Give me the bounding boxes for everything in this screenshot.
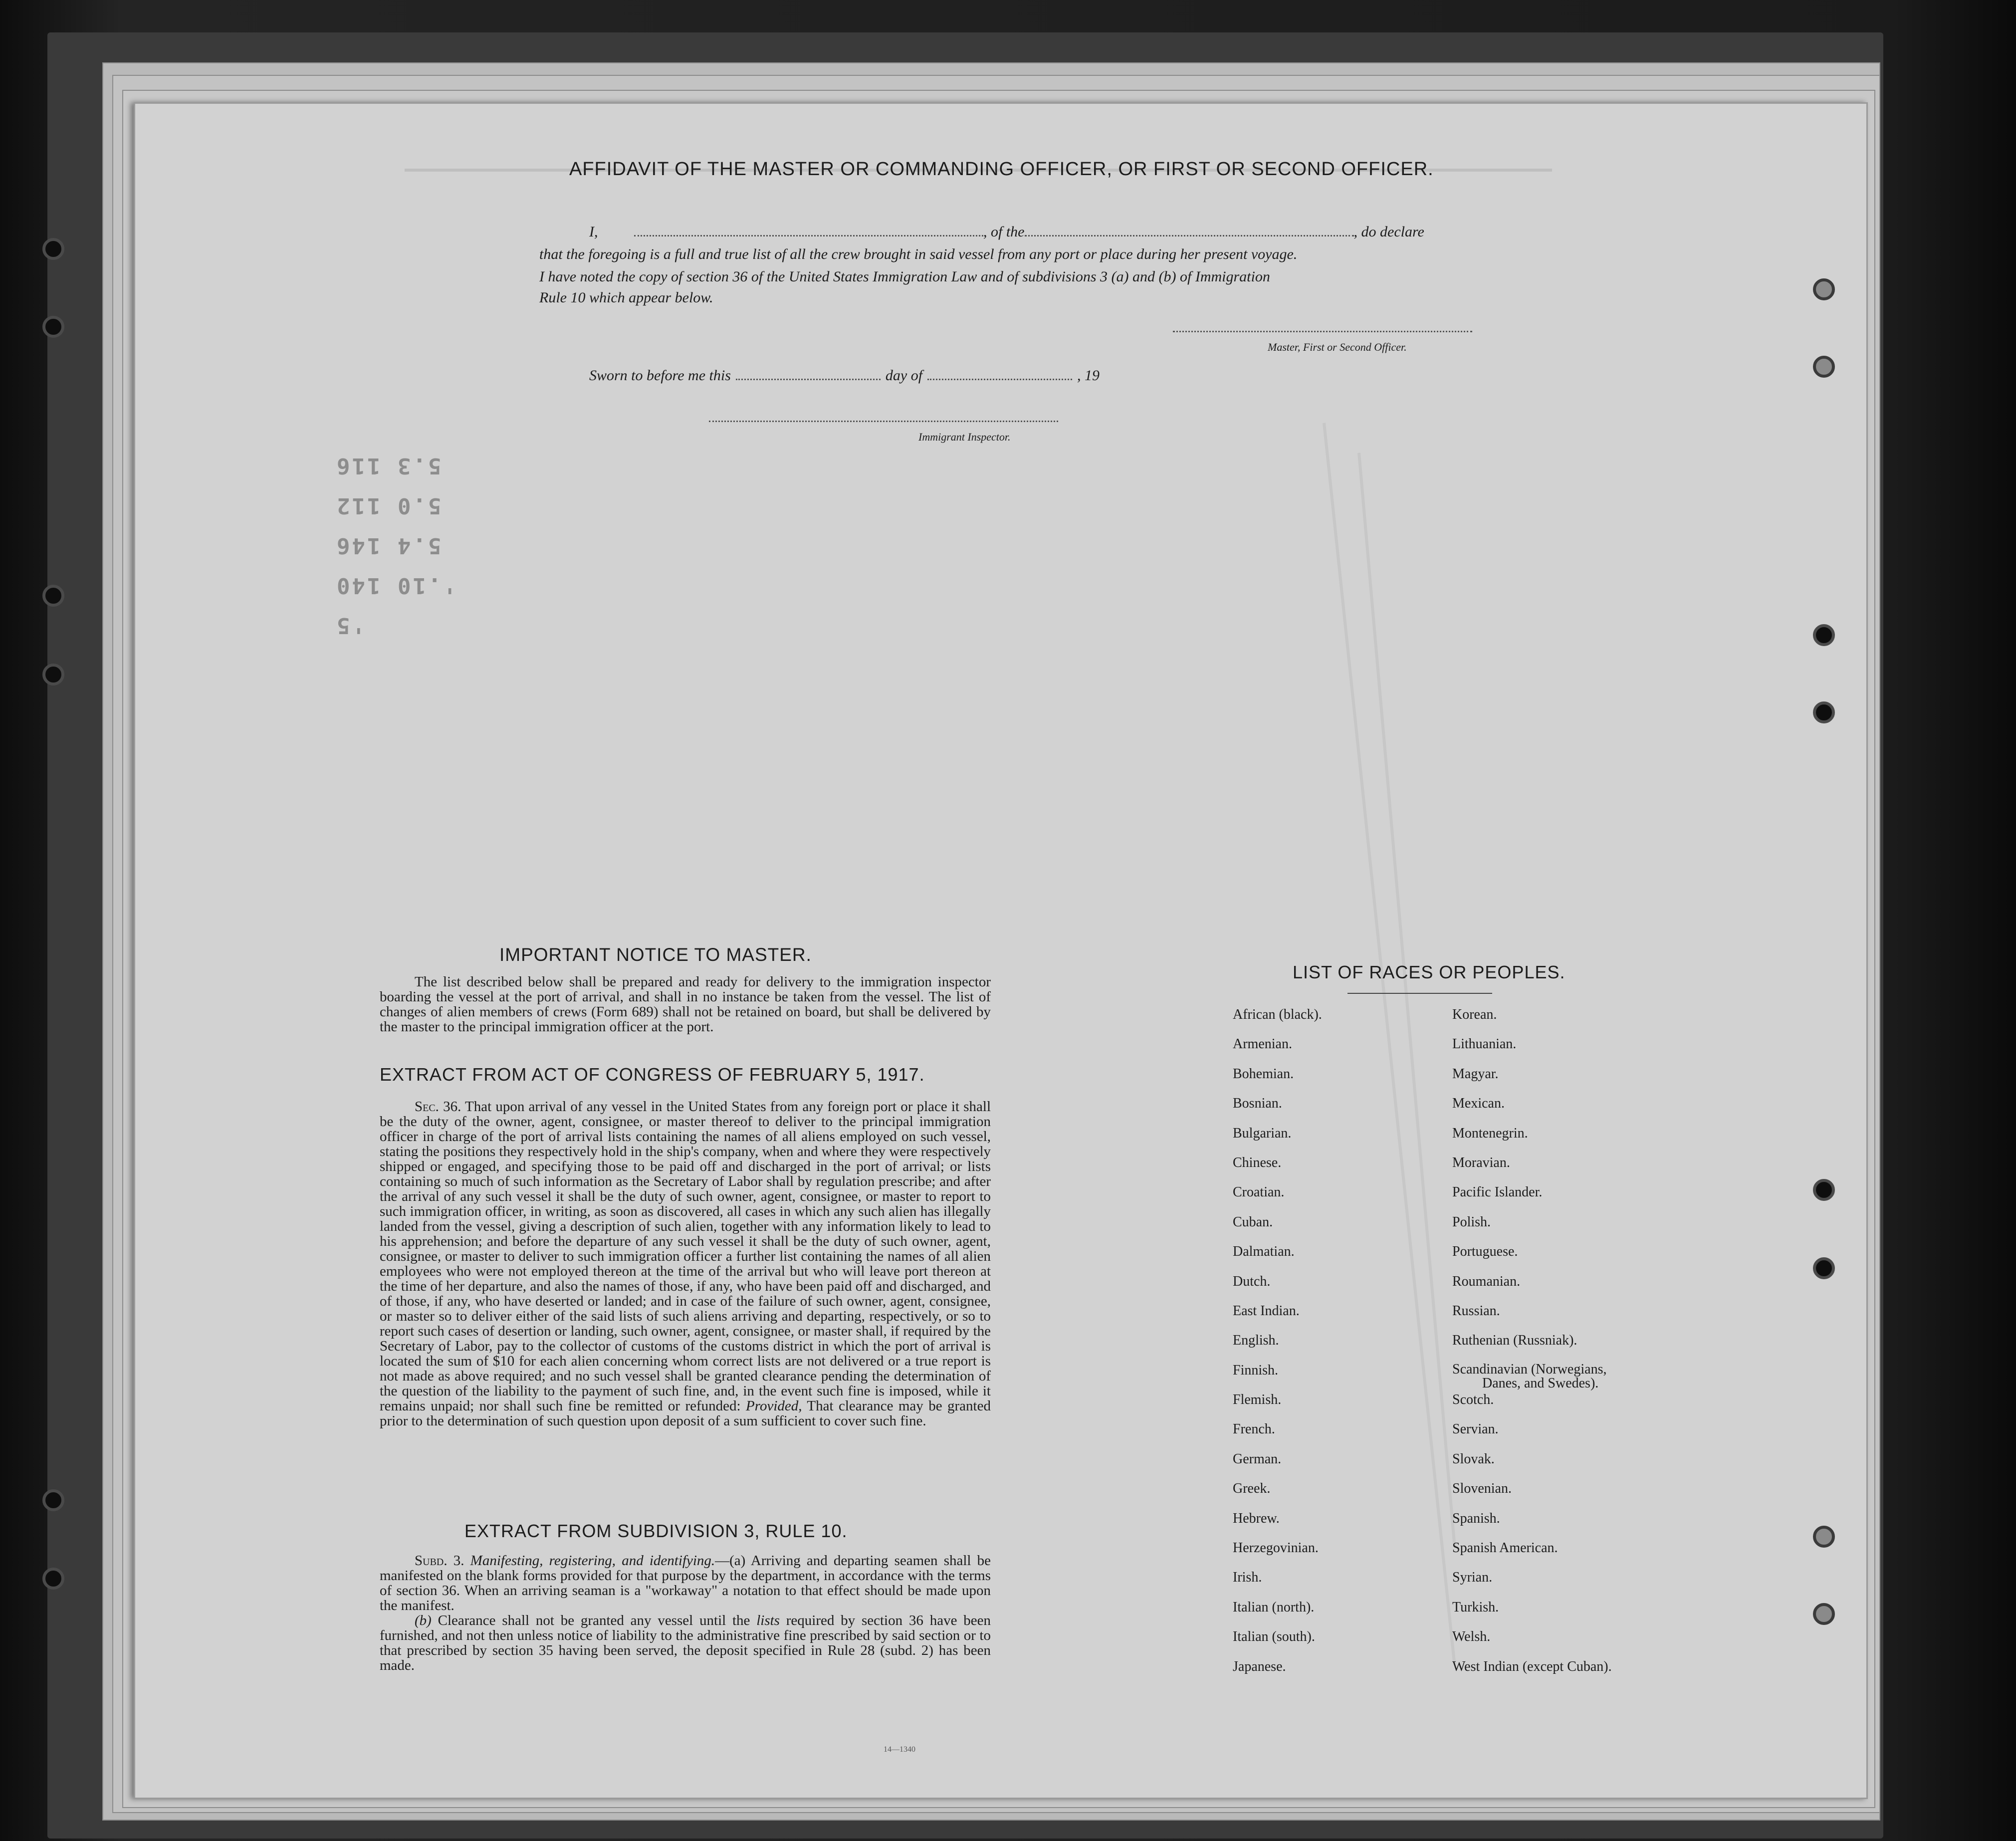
race-item: Korean. bbox=[1452, 1007, 1497, 1022]
sec-label: Sec. 36. bbox=[415, 1099, 461, 1115]
race-item: Flemish. bbox=[1233, 1392, 1282, 1408]
subd-heading: Manifesting, registering, and identifying. bbox=[470, 1553, 715, 1569]
inspector-signature-blank bbox=[709, 421, 1058, 422]
race-item: Slovenian. bbox=[1452, 1481, 1512, 1497]
race-item: Magyar. bbox=[1452, 1066, 1499, 1082]
race-item: Italian (north). bbox=[1233, 1599, 1315, 1615]
notice-paragraph: The list described below shall be prepared and ready for delivery to the immigration inspector boarding the vessel at the port of arrival, and shall in no instance be taken from the vessel. The list of changes of alien members of crews (Form 689) shall not be retained on board, but shall be delivered by the master to the principal immigration officer at the port. bbox=[380, 974, 991, 1035]
declaration-line bbox=[589, 224, 1424, 240]
binder-hole bbox=[42, 238, 64, 260]
act-extract-text bbox=[380, 1099, 991, 1428]
subd-a-text: —(a) Arriving and departing seamen shall be manifested on the blank forms provided for that purpose by the department, in accordance with the terms of section 36. When an arriving seaman is a "workaway" a notation to that effect should be made upon the manifest. bbox=[380, 1553, 991, 1613]
binder-hole bbox=[42, 585, 64, 607]
race-item: Pacific Islander. bbox=[1452, 1184, 1543, 1200]
race-item: Russian. bbox=[1452, 1303, 1500, 1319]
form-number: 14—1340 bbox=[884, 1745, 915, 1754]
punch-hole bbox=[1813, 1179, 1835, 1201]
race-item: Moravian. bbox=[1452, 1154, 1510, 1170]
declaration-text-3: I have noted the copy of section 36 of the United States Immigration Law and of subdivisions 3 (a) and (b) of Immigration bbox=[539, 268, 1270, 285]
mirrored-mark: '5 bbox=[335, 613, 365, 638]
notice-text bbox=[380, 974, 991, 1034]
subd-b-pre: Clearance shall not be granted any vessel until the bbox=[438, 1612, 750, 1628]
provided-word: Provided, bbox=[746, 1398, 802, 1414]
inspector-signature-label: Immigrant Inspector. bbox=[918, 431, 1011, 443]
race-item: Slovak. bbox=[1452, 1451, 1495, 1467]
race-item: Hebrew. bbox=[1233, 1510, 1280, 1526]
race-item: Bulgarian. bbox=[1233, 1125, 1292, 1141]
race-item: Spanish. bbox=[1452, 1510, 1500, 1526]
races-title: LIST OF RACES OR PEOPLES. bbox=[1293, 962, 1566, 982]
race-item: Bosnian. bbox=[1233, 1096, 1282, 1112]
punch-hole bbox=[1813, 278, 1835, 300]
race-item: Scandinavian (Norwegians, Danes, and Swedes). bbox=[1452, 1363, 1612, 1392]
vessel-blank bbox=[1025, 235, 1354, 236]
sec-36-text-end: That clearance may be granted prior to the determination of such question upon deposit of a sum sufficient to cover such fine. bbox=[380, 1398, 991, 1429]
race-item: Mexican. bbox=[1452, 1096, 1505, 1112]
mirrored-mark: 5.4 146 bbox=[335, 533, 442, 558]
race-item: German. bbox=[1233, 1451, 1282, 1467]
subd-b-label: (b) bbox=[415, 1612, 432, 1628]
master-signature-label: Master, First or Second Officer. bbox=[1268, 341, 1407, 353]
race-item: Scotch. bbox=[1452, 1392, 1494, 1408]
race-item: Welsh. bbox=[1452, 1629, 1491, 1645]
subd-b-lists: lists bbox=[756, 1612, 780, 1628]
affidavit-title: AFFIDAVIT OF THE MASTER OR COMMANDING OFFICER, OR FIRST OR SECOND OFFICER. bbox=[569, 159, 1434, 180]
pencil-streak bbox=[1323, 423, 1456, 1663]
race-item: Polish. bbox=[1452, 1214, 1491, 1230]
year-label: , 19 bbox=[1077, 367, 1100, 384]
race-item: Finnish. bbox=[1233, 1362, 1279, 1378]
race-item: Herzegovinian. bbox=[1233, 1540, 1319, 1556]
race-item: West Indian (except Cuban). bbox=[1452, 1658, 1612, 1674]
race-item: Italian (south). bbox=[1233, 1629, 1315, 1645]
subd-b-post: required by section 36 have been furnished, and not then unless notice of liability to the administrative fine prescribed by said section or to that prescribed by section 35 having been served, the deposit specified in Rule 28 (subd. 2) has been made. bbox=[380, 1612, 991, 1673]
affidavit-sheet bbox=[134, 102, 1868, 1799]
declaration-text-2: that the foregoing is a full and true list of all the crew brought in said vessel from any port or place during her present voyage. bbox=[539, 246, 1298, 262]
race-item: Japanese. bbox=[1233, 1658, 1286, 1674]
notice-title: IMPORTANT NOTICE TO MASTER. bbox=[499, 944, 812, 965]
race-item: Dutch. bbox=[1233, 1273, 1271, 1289]
month-blank bbox=[927, 379, 1072, 380]
day-of-label: day of bbox=[885, 367, 923, 384]
binder-hole bbox=[42, 1489, 64, 1511]
binder-hole bbox=[42, 316, 64, 338]
punch-hole bbox=[1813, 1257, 1835, 1279]
act-extract-title: EXTRACT FROM ACT OF CONGRESS OF FEBRUARY 5, 1917. bbox=[380, 1064, 925, 1085]
race-item: Montenegrin. bbox=[1452, 1125, 1528, 1141]
binder-hole bbox=[42, 664, 64, 686]
race-item: East Indian. bbox=[1233, 1303, 1300, 1319]
day-blank bbox=[736, 379, 881, 380]
race-item: Ruthenian (Russniak). bbox=[1452, 1333, 1577, 1349]
i-label: I, bbox=[589, 224, 598, 240]
race-item: Dalmatian. bbox=[1233, 1244, 1295, 1260]
punch-hole bbox=[1813, 701, 1835, 723]
punch-hole bbox=[1813, 1526, 1835, 1548]
race-item: English. bbox=[1233, 1333, 1279, 1349]
race-item: Chinese. bbox=[1233, 1154, 1282, 1170]
race-item: Syrian. bbox=[1452, 1570, 1493, 1586]
subd-a-paragraph bbox=[380, 1553, 991, 1613]
race-item: French. bbox=[1233, 1421, 1275, 1437]
punch-hole bbox=[1813, 624, 1835, 646]
race-item: Spanish American. bbox=[1452, 1540, 1558, 1556]
race-item: Turkish. bbox=[1452, 1599, 1499, 1615]
race-item: Irish. bbox=[1233, 1570, 1262, 1586]
of-the-label: , of the bbox=[983, 224, 1025, 240]
binder-hole bbox=[42, 1568, 64, 1590]
rule-extract-title: EXTRACT FROM SUBDIVISION 3, RULE 10. bbox=[464, 1521, 848, 1541]
race-item: Armenian. bbox=[1233, 1036, 1292, 1052]
sec-36-text: That upon arrival of any vessel in the United States from any foreign port or place it shall be the duty of the owner, agent, consignee, or master thereof to deliver to the principal immigration officer in charge of the port of arrival lists containing the names of all aliens employed on such vessel, stating the positions they respectively hold in the ship's company, when and where they were respectively shipped or engaged, and specifying those to be paid off and discharged in the port of arrival; or lists containing so much of such information as the Secretary of Labor shall by regulation prescribe; and after the arrival of any such vessel it shall be the duty of such owner, agent, consignee, or master to report to such immigration officer, in writing, as soon as discovered, all cases in which any such alien has illegally landed from the vessel, giving a description of such alien, together with any information likely to lead to his apprehension; and before the departure of any such vessel it shall be the duty of such owner, agent, consignee, or master to deliver to such immigration officer a further list containing the names of all alien employees who were not employed thereon at the time of the arrival but who will leave port thereon at the time of her departure, and also the names of those, if any, who have been paid off and discharged, and of those, if any, who have deserted or landed; and in case of the failure of such owner, agent, consignee, or master so to deliver either of the said lists of such aliens arriving and departing, respectively, or so to report such cases of desertion or landing, such owner, agent, consignee, or master shall, if required by the Secretary of Labor, pay to the collector of customs of the customs district in which the port of arrival is located the sum of $10 for each alien concerning whom correct lists are not delivered or a true report is not made as above required; and no such vessel shall be granted clearance pending the determination of the question of the liability to the payment of such fine, and, in the event such fine is imposed, while it remains unpaid; nor shall such fine be remitted or refunded: bbox=[380, 1099, 991, 1414]
race-item: Croatian. bbox=[1233, 1184, 1285, 1200]
race-item: Cuban. bbox=[1233, 1214, 1273, 1230]
punch-hole bbox=[1813, 356, 1835, 378]
sworn-prefix: Sworn to before me this bbox=[589, 367, 731, 384]
races-right-column bbox=[1452, 1007, 1612, 1688]
mirrored-mark: 5.3 116 bbox=[335, 453, 442, 478]
rule-extract-text bbox=[380, 1553, 991, 1673]
mirrored-mark: 5.0 112 bbox=[335, 493, 442, 518]
master-signature-blank bbox=[1173, 331, 1472, 332]
race-item: African (black). bbox=[1233, 1007, 1322, 1022]
subd-label: Subd. 3. bbox=[415, 1553, 464, 1569]
races-title-rule bbox=[1347, 993, 1492, 994]
sworn-line bbox=[589, 367, 1100, 384]
race-item: Lithuanian. bbox=[1452, 1036, 1517, 1052]
race-item: Portuguese. bbox=[1452, 1244, 1518, 1260]
name-blank bbox=[634, 235, 983, 236]
race-item: Greek. bbox=[1233, 1481, 1271, 1497]
do-declare-label: , do declare bbox=[1353, 224, 1424, 240]
races-left-column bbox=[1233, 1007, 1322, 1688]
punch-hole bbox=[1813, 1603, 1835, 1625]
race-item-continuation: Danes, and Swedes). bbox=[1482, 1375, 1599, 1391]
race-item: Roumanian. bbox=[1452, 1273, 1521, 1289]
race-item: Bohemian. bbox=[1233, 1066, 1294, 1082]
mirrored-mark: '.10 140 bbox=[335, 573, 456, 598]
race-item: Servian. bbox=[1452, 1421, 1499, 1437]
subd-b-paragraph bbox=[380, 1613, 991, 1673]
sec-36-paragraph bbox=[380, 1099, 991, 1428]
declaration-text-4: Rule 10 which appear below. bbox=[539, 289, 713, 306]
pencil-streak bbox=[1357, 453, 1456, 1546]
